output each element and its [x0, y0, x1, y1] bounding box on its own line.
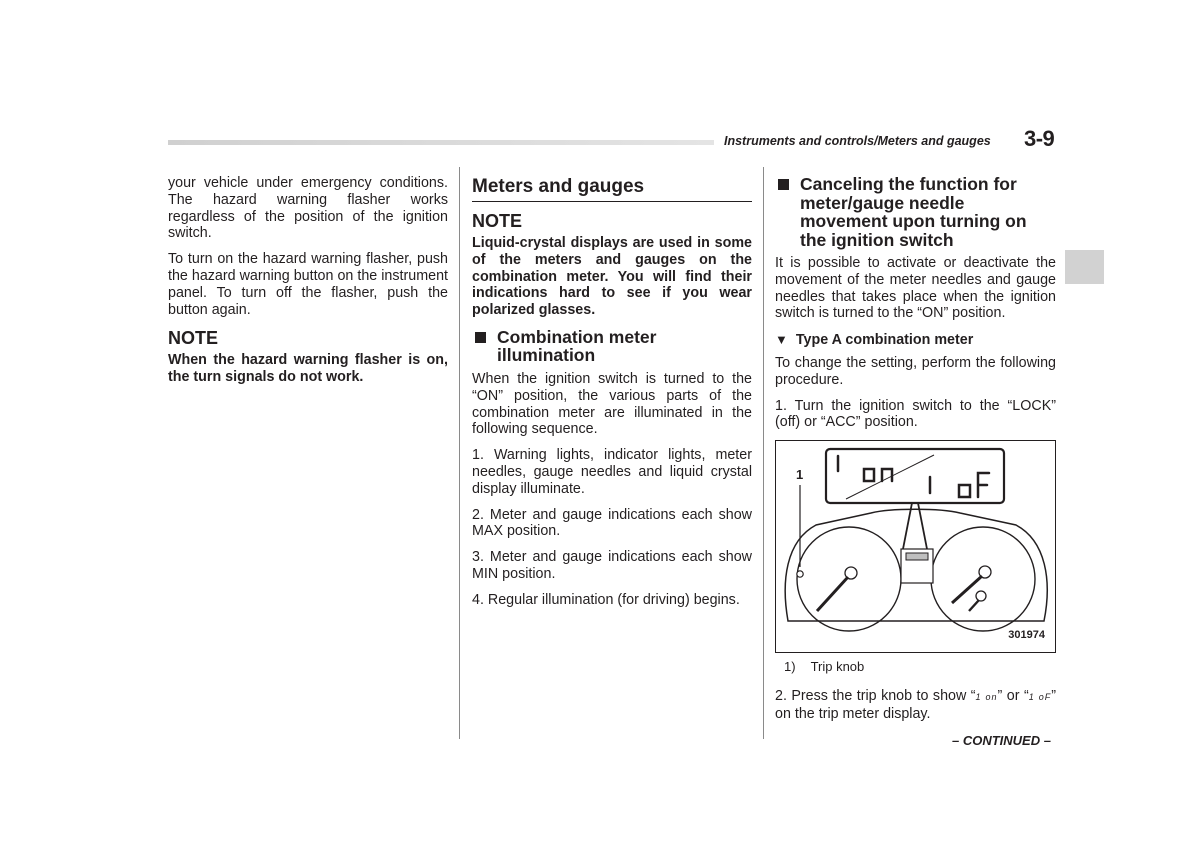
- section-heading: Meters and gauges: [472, 175, 752, 202]
- note-heading: NOTE: [168, 328, 219, 349]
- square-bullet-icon: [778, 179, 789, 190]
- figure-callout: 1: [796, 467, 804, 483]
- note-body: When the hazard warning flasher is on, the turn signals do not work.: [168, 352, 448, 386]
- subheading-text: Canceling the function for meter/gauge needle movement upon turning on the ignition switch: [800, 174, 1027, 250]
- column-2: [472, 175, 752, 618]
- step-item: 1. Turn the ignition switch to the “LOCK” (off) or “ACC” position.: [775, 397, 1056, 431]
- chapter-tab: [1065, 250, 1104, 284]
- step-item: 3. Meter and gauge indications each show MIN position.: [472, 549, 752, 582]
- figure-code: 301974: [1008, 629, 1045, 642]
- subheading-text: Combination meter illumination: [497, 326, 657, 366]
- column-3: [775, 175, 1056, 732]
- subheading: [775, 175, 1056, 249]
- paragraph: It is possible to activate or deactivate the movement of the meter needles and gauge needles that takes place when the ignition switch is turned to the “ON” position.: [775, 255, 1056, 322]
- step-text: ” on the trip meter display.: [775, 687, 1056, 722]
- paragraph: To change the setting, perform the following procedure.: [775, 354, 1056, 388]
- subheading: [472, 328, 752, 365]
- figure-caption: [784, 659, 1056, 676]
- step-text: ” or “: [997, 687, 1029, 704]
- section-title: Instruments and controls/Meters and gauges: [724, 134, 991, 148]
- step-item: [775, 688, 1056, 723]
- step-item: 4. Regular illumination (for driving) begins.: [472, 591, 740, 608]
- lcd-symbol: 1 on: [975, 691, 998, 702]
- caption-number: 1): [784, 659, 796, 675]
- paragraph: your vehicle under emergency conditions. The hazard warning flasher works regardless of the position of the ignition switch.: [168, 175, 448, 242]
- combination-meter-figure: [775, 440, 1056, 653]
- page-number: 3-9: [1024, 126, 1055, 151]
- step-text: 2. Press the trip knob to show “: [775, 687, 976, 704]
- paragraph: When the ignition switch is turned to the “ON” position, the various parts of the combination meter are illuminated in the following sequence.: [472, 370, 752, 438]
- triangle-bullet-icon: ▼: [775, 332, 788, 348]
- type-heading-text: Type A combination meter: [795, 332, 974, 349]
- note-heading: NOTE: [472, 211, 523, 231]
- step-item: 2. Meter and gauge indications each show MAX position.: [472, 506, 752, 540]
- continued-label: – CONTINUED –: [952, 733, 1051, 748]
- caption-text: Trip knob: [810, 659, 865, 675]
- column-1: [168, 175, 448, 395]
- column-divider-2: [763, 167, 764, 739]
- step-item: 1. Warning lights, indicator lights, meter needles, gauge needles and liquid crystal display illuminate.: [472, 447, 752, 497]
- type-heading: [775, 332, 1056, 349]
- square-bullet-icon: [475, 332, 486, 343]
- paragraph: To turn on the hazard warning flasher, push the hazard warning button on the instrument panel. To turn off the flasher, push the button again.: [168, 251, 448, 318]
- note-body: Liquid-crystal displays are used in some of the meters and gauges on the combination meter. You will find their indications hard to see if you wear polarized glasses.: [472, 235, 752, 319]
- lcd-symbol: 1 oF: [1028, 691, 1052, 702]
- column-divider-1: [459, 167, 460, 739]
- meter-illustration: [776, 441, 1055, 652]
- header-rule: [168, 140, 714, 145]
